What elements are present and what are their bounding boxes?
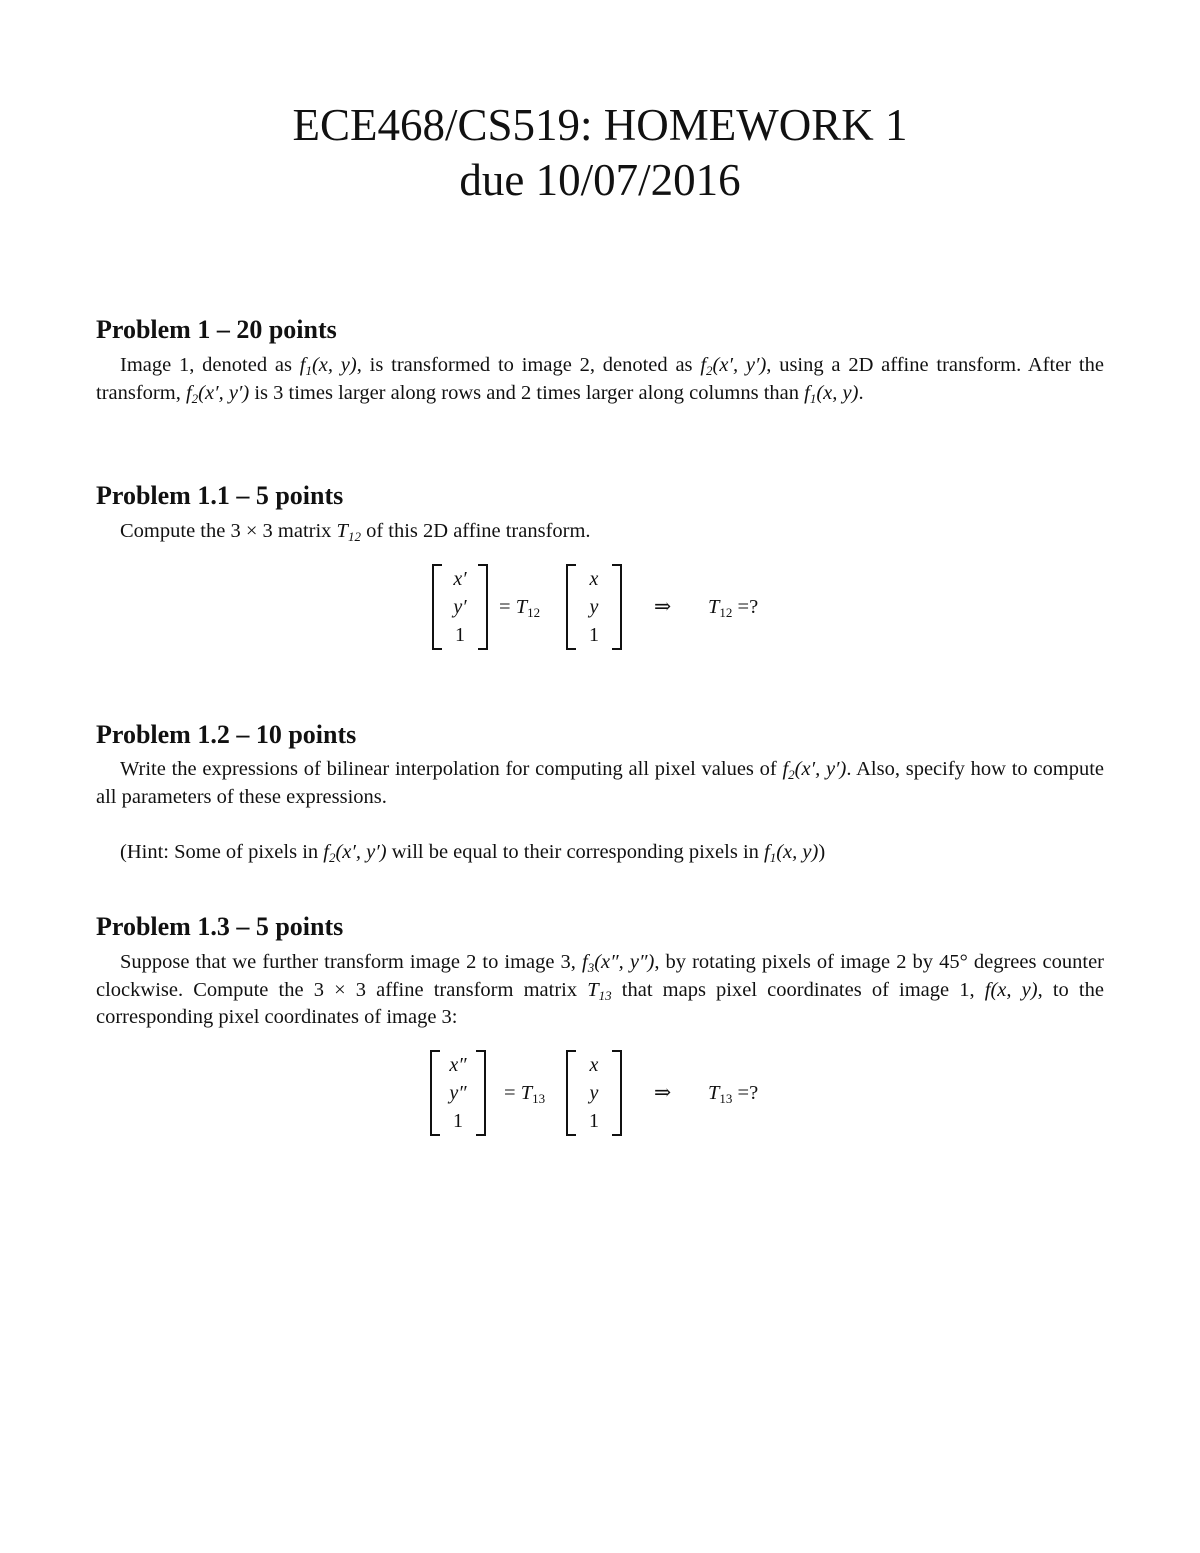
problem-1-2-heading: Problem 1.2 – 10 points (96, 720, 357, 749)
hint-a: (Hint: Some of pixels in (120, 841, 324, 863)
rhs-vector (566, 564, 622, 650)
lhs-cell: y″ (449, 1082, 467, 1104)
lhs-vector (432, 564, 488, 650)
equals-matrix: = $T_{13}$ (504, 1082, 546, 1106)
problem-1-3-text-b: , by rotating pixels of image 2 by 45° degrees counter clockwise. Compute the 3 × 3 affine transform matrix (96, 951, 1104, 1001)
equation-t12 (0, 564, 1200, 654)
xppypp-args: (x″, y″) (594, 951, 655, 973)
hint-b: will be equal to their corresponding pixels in (386, 841, 765, 863)
f2-symbol-2: $f_2$ (185, 381, 199, 406)
document-title (0, 98, 1200, 208)
problem-1-2-hint (96, 839, 1104, 867)
problem-1-3-text-c: that maps pixel coordinates of image 1, (611, 978, 985, 1001)
rhs-cell: y (589, 1082, 599, 1104)
problem-1-text-d: is 3 times larger along rows and 2 times larger along columns than (249, 381, 805, 404)
problem-1-heading: Problem 1 – 20 points (96, 315, 337, 344)
rhs-cell: 1 (589, 1110, 599, 1132)
rhs-cell: x (589, 568, 599, 590)
problem-1-3-text-d: , to the corresponding pixel coordinates of image 3: (96, 978, 1104, 1028)
problem-1-3-text (96, 949, 1104, 1032)
lhs-vector (430, 1050, 486, 1136)
problem-1-text-c: , using a 2D affine transform. After the transform, (96, 354, 1104, 404)
xpyp-args-2: (x′, y′) (198, 381, 250, 404)
problem-1-text-e: . (858, 381, 864, 404)
xy-args-3: (x, y) (776, 841, 819, 863)
problem-1-3-text-a: Suppose that we further transform image 2 to image 3, (120, 951, 582, 973)
t12-symbol: $T_{12}$ (336, 520, 361, 544)
problem-1-text-a: Image 1, denoted as (120, 354, 300, 376)
problem-1-1-text (96, 518, 1104, 546)
equals-matrix: = $T_{12}$ (499, 596, 541, 620)
problem-1-2-text-a: Write the expressions of bilinear interpolation for computing all pixel values of (120, 758, 783, 780)
xpyp-args: (x′, y′) (712, 354, 767, 376)
rhs-cell: y (589, 596, 599, 618)
f3-symbol: $f_3$ (581, 951, 595, 975)
lhs-cell: y′ (453, 596, 467, 618)
implies-symbol: ⇒ (654, 1082, 672, 1104)
xpyp-args-3: (x′, y′) (794, 758, 847, 780)
t12-result: $T_{12}$ =? (708, 596, 759, 620)
f2-symbol-4: $f_2$ (323, 841, 336, 865)
rhs-cell: x (589, 1054, 599, 1076)
f2-symbol: $f_2$ (700, 354, 713, 378)
f-symbol: f (984, 978, 991, 1001)
lhs-cell: 1 (453, 1110, 463, 1132)
rhs-vector (566, 1050, 622, 1136)
f1-symbol-2: $f_1$ (804, 381, 817, 406)
f2-symbol-3: $f_2$ (782, 758, 795, 782)
f1-symbol: $f_1$ (299, 354, 312, 378)
problem-1-text-b: , is transformed to image 2, denoted as (356, 354, 701, 376)
problem-1-text (96, 352, 1104, 407)
hint-c: ) (818, 841, 826, 863)
rhs-cell: 1 (589, 624, 599, 646)
problem-1-3-heading: Problem 1.3 – 5 points (96, 912, 344, 941)
title-text: ECE468/CS519: HOMEWORK 1 (292, 100, 908, 150)
problem-1-2-text-b: . Also, specify how to compute all parameters of these expressions. (96, 758, 1104, 808)
xy-args-2: (x, y) (816, 381, 859, 404)
lhs-cell: x′ (453, 568, 467, 590)
problem-1-2-text (96, 756, 1104, 811)
lhs-cell: 1 (455, 624, 465, 646)
equation-t13 (0, 1050, 1200, 1140)
problem-1-1-text-b: of this 2D affine transform. (360, 520, 591, 542)
xy-args-4: (x, y) (990, 978, 1038, 1001)
due-date: due 10/07/2016 (459, 155, 741, 205)
implies-symbol: ⇒ (654, 596, 672, 618)
xpyp-args-4: (x′, y′) (335, 841, 387, 863)
t13-symbol: $T_{13}$ (587, 978, 612, 1003)
lhs-cell: x″ (449, 1054, 467, 1076)
problem-1-1-heading: Problem 1.1 – 5 points (96, 481, 344, 510)
xy-args: (x, y) (311, 354, 357, 376)
f1-symbol-3: $f_1$ (764, 841, 777, 865)
problem-1-1-text-a: Compute the 3 × 3 matrix (120, 520, 337, 542)
t13-result: $T_{13}$ =? (708, 1082, 759, 1106)
